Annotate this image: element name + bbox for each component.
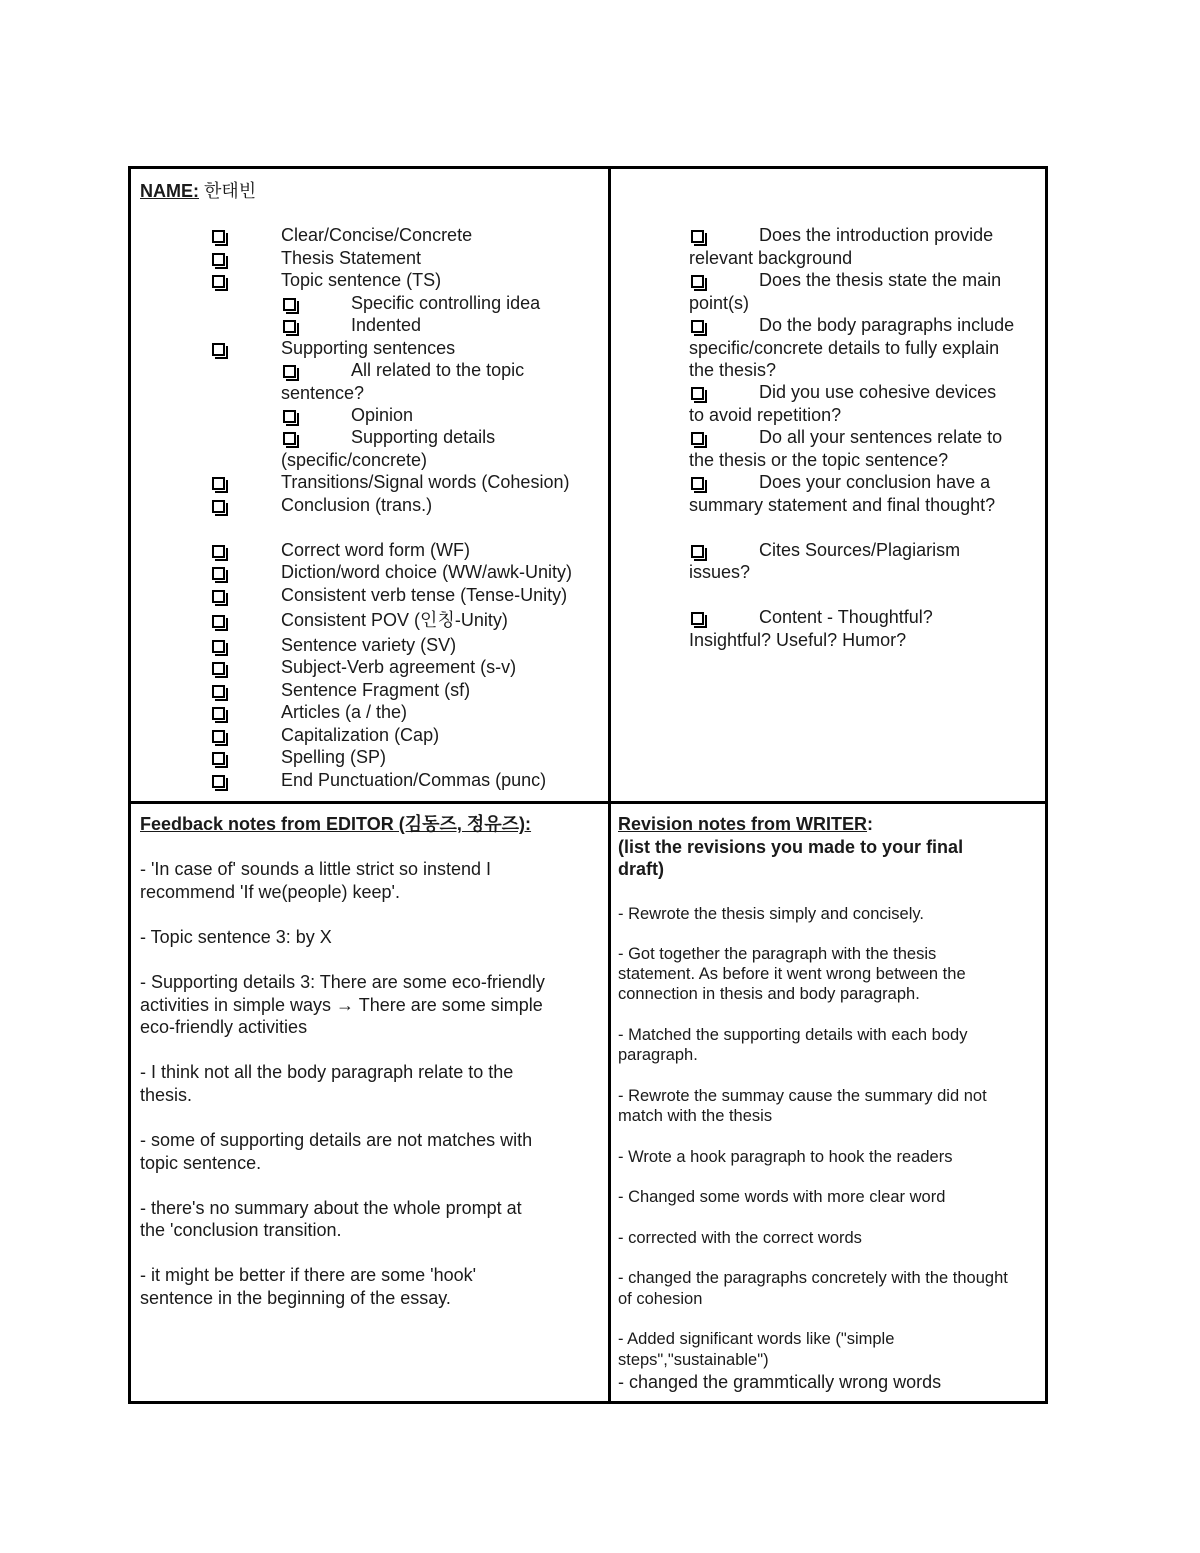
row-divider [131, 801, 1045, 804]
checklist-item: Consistent POV (인칭-Unity) [281, 610, 508, 630]
writer-heading-colon: : [867, 814, 874, 834]
writer-note: - Rewrote the summay cause the summary did not [618, 1087, 987, 1105]
writer-note: - Wrote a hook paragraph to hook the readers [618, 1148, 953, 1166]
editor-note: - it might be better if there are some 'hook' [140, 1265, 477, 1285]
writer-note-cont: of cohesion [618, 1290, 703, 1308]
writer-subheading: (list the revisions you made to your final [618, 837, 964, 857]
question-item: Does the thesis state the main [759, 270, 1002, 290]
checklist-subitem: Supporting details [351, 427, 496, 447]
name-line [140, 180, 256, 203]
checkbox-word-form[interactable] [212, 545, 225, 558]
checklist-item: Sentence Fragment (sf) [281, 680, 471, 700]
checklist-item: Subject-Verb agreement (s-v) [281, 657, 517, 677]
editor-note: - some of supporting details are not matches with [140, 1130, 533, 1150]
checklist-item: Clear/Concise/Concrete [281, 225, 473, 245]
writer-note: - Changed some words with more clear word [618, 1188, 946, 1206]
checklist-item: Supporting sentences [281, 338, 456, 358]
writer-note: - changed the paragraphs concretely with the thought [618, 1269, 1008, 1287]
editor-note-cont: thesis. [140, 1085, 193, 1105]
checkbox-transitions[interactable] [212, 477, 225, 490]
question-item: Cites Sources/Plagiarism [759, 540, 961, 560]
checkbox-fragment[interactable] [212, 685, 225, 698]
checkbox-pov[interactable] [212, 615, 225, 628]
checklist-item: Consistent verb tense (Tense-Unity) [281, 585, 568, 605]
name-label: NAME: [140, 181, 199, 201]
checkbox-clear-concise[interactable] [212, 230, 225, 243]
question-item-cont: point(s) [689, 293, 750, 313]
question-item: Content - Thoughtful? [759, 607, 933, 627]
question-item: Did you use cohesive devices [759, 382, 997, 402]
writer-note: - Rewrote the thesis simply and concisely. [618, 905, 924, 923]
checkbox-supporting-sentences[interactable] [212, 343, 225, 356]
checklist-item: Transitions/Signal words (Cohesion) [281, 472, 570, 492]
checklist-subitem: Specific controlling idea [351, 293, 541, 313]
checkbox-introduction[interactable] [691, 230, 704, 243]
checkbox-topic-sentence[interactable] [212, 275, 225, 288]
question-item-cont: relevant background [689, 248, 853, 268]
checkbox-content[interactable] [691, 612, 704, 625]
checklist-subitem: Indented [351, 315, 422, 335]
editor-note-cont: recommend 'If we(people) keep'. [140, 882, 400, 902]
editor-note: - I think not all the body paragraph relate to the [140, 1062, 514, 1082]
checkbox-conclusion-summary[interactable] [691, 477, 704, 490]
question-item: Do the body paragraphs include [759, 315, 1015, 335]
checklist-item: Thesis Statement [281, 248, 422, 268]
question-item-cont: Insightful? Useful? Humor? [689, 630, 907, 650]
question-item-cont: issues? [689, 562, 751, 582]
checklist-subitem: All related to the topic [351, 360, 525, 380]
column-divider [608, 169, 611, 1401]
writer-heading [618, 813, 873, 836]
writer-note-cont: match with the thesis [618, 1107, 773, 1125]
checkbox-diction[interactable] [212, 567, 225, 580]
checkbox-thesis-statement[interactable] [212, 253, 225, 266]
question-item-cont: summary statement and final thought? [689, 495, 996, 515]
checklist-subitem-cont: (specific/concrete) [281, 450, 428, 470]
checklist-item: Sentence variety (SV) [281, 635, 457, 655]
writer-subheading-cont: draft) [618, 859, 664, 879]
checklist-item: Conclusion (trans.) [281, 495, 433, 515]
checkbox-sentences-relate[interactable] [691, 432, 704, 445]
checkbox-subject-verb[interactable] [212, 662, 225, 675]
writer-note: - corrected with the correct words [618, 1229, 862, 1247]
question-item: Does the introduction provide [759, 225, 994, 245]
checkbox-opinion[interactable] [283, 410, 296, 423]
checkbox-articles[interactable] [212, 707, 225, 720]
checkbox-supporting-details[interactable] [283, 432, 296, 445]
editor-note-cont: eco-friendly activities [140, 1017, 308, 1037]
name-value: 한태빈 [204, 181, 257, 201]
editor-note: - Supporting details 3: There are some eco-friendly [140, 972, 545, 992]
checkbox-spelling[interactable] [212, 752, 225, 765]
checkbox-conclusion[interactable] [212, 500, 225, 513]
writer-note-cont: paragraph. [618, 1046, 698, 1064]
checkbox-capitalization[interactable] [212, 730, 225, 743]
editor-note-cont: activities in simple ways → There are some simple [140, 995, 543, 1015]
checkbox-related-topic[interactable] [283, 365, 296, 378]
checkbox-sentence-variety[interactable] [212, 640, 225, 653]
writer-heading-text: Revision notes from WRITER [618, 814, 868, 834]
writer-note: - Matched the supporting details with each body [618, 1026, 968, 1044]
checklist-item: Correct word form (WF) [281, 540, 470, 560]
checklist-item: Articles (a / the) [281, 702, 408, 722]
checklist-item: Spelling (SP) [281, 747, 387, 767]
question-item-cont: to avoid repetition? [689, 405, 842, 425]
question-item-cont: specific/concrete details to fully explain [689, 338, 1000, 358]
checkbox-thesis-main-point[interactable] [691, 275, 704, 288]
checkbox-body-paragraphs[interactable] [691, 320, 704, 333]
writer-note: - Added significant words like ("simple [618, 1330, 895, 1348]
question-item: Do all your sentences relate to [759, 427, 1003, 447]
checkbox-cites-sources[interactable] [691, 545, 704, 558]
editor-note-cont: sentence in the beginning of the essay. [140, 1288, 451, 1308]
checklist-item: Topic sentence (TS) [281, 270, 442, 290]
writer-note-cont: statement. As before it went wrong between the [618, 965, 966, 983]
checkbox-cohesive-devices[interactable] [691, 387, 704, 400]
checkbox-verb-tense[interactable] [212, 590, 225, 603]
editor-note: - there's no summary about the whole prompt at [140, 1198, 522, 1218]
editor-note: - Topic sentence 3: by X [140, 927, 332, 947]
writer-note: - changed the grammtically wrong words [618, 1372, 942, 1392]
checklist-item: Diction/word choice (WW/awk-Unity) [281, 562, 573, 582]
editor-note: - 'In case of' sounds a little strict so instend I [140, 859, 492, 879]
question-item-cont: the thesis? [689, 360, 777, 380]
checkbox-controlling-idea[interactable] [283, 298, 296, 311]
checklist-subitem-cont: sentence? [281, 383, 365, 403]
checklist-item: Capitalization (Cap) [281, 725, 440, 745]
writer-note: - Got together the paragraph with the thesis [618, 945, 937, 963]
checklist-item: End Punctuation/Commas (punc) [281, 770, 547, 790]
writer-note-cont: steps","sustainable") [618, 1351, 769, 1369]
editor-note-cont: the 'conclusion transition. [140, 1220, 342, 1240]
question-item-cont: the thesis or the topic sentence? [689, 450, 949, 470]
checkbox-punctuation[interactable] [212, 775, 225, 788]
writer-note-cont: connection in thesis and body paragraph. [618, 985, 920, 1003]
editor-heading: Feedback notes from EDITOR (김동즈, 정유즈): [140, 814, 532, 834]
checkbox-indented[interactable] [283, 320, 296, 333]
question-item: Does your conclusion have a [759, 472, 991, 492]
checklist-subitem: Opinion [351, 405, 414, 425]
editor-note-cont: topic sentence. [140, 1153, 262, 1173]
